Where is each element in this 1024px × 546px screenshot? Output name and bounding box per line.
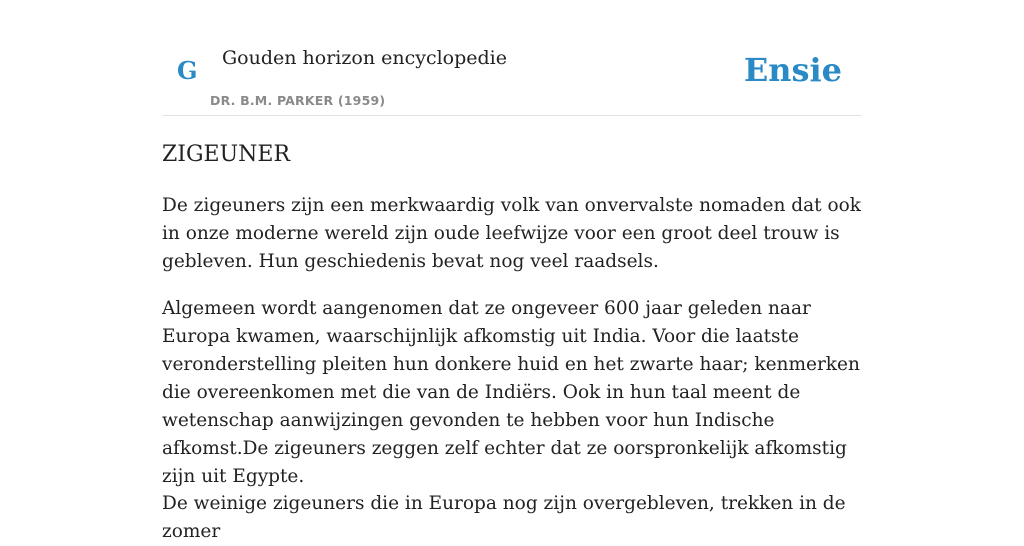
entry-title: ZIGEUNER (162, 142, 291, 167)
book-letter-icon[interactable]: G (177, 56, 198, 85)
article (162, 0, 862, 542)
book-author: DR. B.M. PARKER (1959) (210, 93, 386, 108)
book-title-link[interactable]: Gouden horizon encyclopedie (222, 47, 507, 69)
ensie-logo[interactable]: Ensie (743, 51, 842, 89)
entry-paragraph-3: De weinige zigeuners die in Europa nog zijn overgebleven, trekken in de zomer (162, 493, 846, 542)
entry-paragraph-1: De zigeuners zijn een merkwaardig volk van onvervalste nomaden dat ook in onze moderne wereld zijn oude leefwijze voor een groot deel trouw is gebleven. Hun geschiedenis bevat nog veel raadsels. (162, 195, 861, 272)
entry-paragraph-2: Algemeen wordt aangenomen dat ze ongeveer 600 jaar geleden naar Europa kwamen, waarschijnlijk afkomstig uit India. Voor die laatste veronderstelling pleiten hun donkere huid en het zwarte haar; kenmerken die overeenkomen met die van de Indiërs. Ook in hun taal meent de wetenschap aanwijzingen gevonden te hebben voor hun Indische afkomst.De zigeuners zeggen zelf echter dat ze oorspronkelijk afkomstig zijn uit Egypte. (162, 298, 860, 487)
book-header (162, 0, 862, 116)
